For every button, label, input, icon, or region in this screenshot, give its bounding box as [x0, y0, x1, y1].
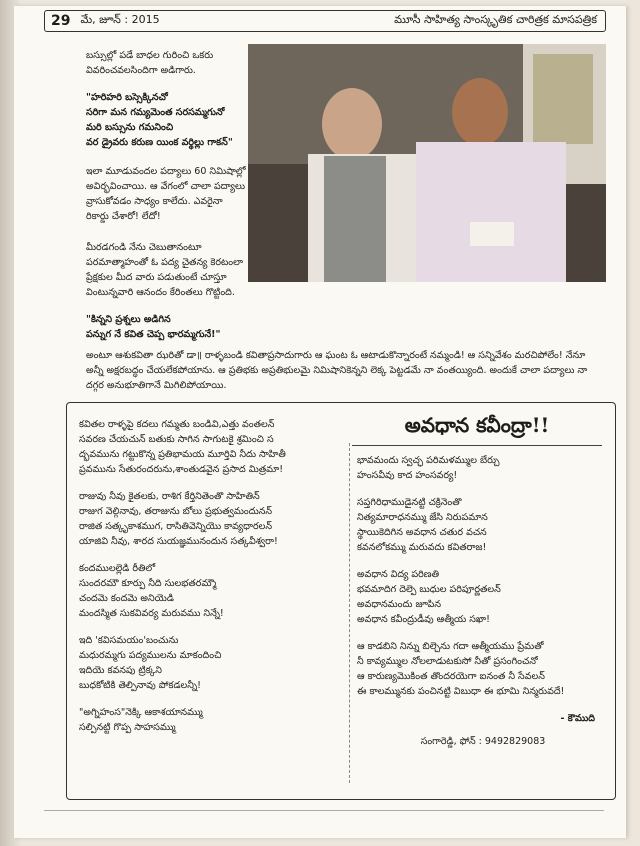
stanza [79, 417, 349, 477]
poem-line: పన్నుగ నే కవిత చెప్ప భారమ్మగునే!" [86, 329, 221, 340]
stanza [357, 495, 609, 555]
poem-line: మరి బస్సును గమనించి [86, 122, 174, 133]
stanza-line: ఇదియె కవనపు ట్రిక్కని [79, 665, 162, 676]
paragraph-three: మీరడగండి నేను చెబుతానంటూ పరమాత్మాహంతో ఓ పద్య చైతన్య కెరటంలా ప్రేక్షకుల మీద వారు పడుతుంటే చూస్తూ వింటున్నవారి ఆనందం కేరింతలు గొట్టింది. [86, 242, 244, 298]
stanza-line: చందమె కందమె అనియెడి [79, 593, 174, 604]
stanza-line: యాజివి నీవు, శారద సుయజ్ఞమునందున సత్కవీశ్వరా! [79, 536, 278, 547]
stanza-line: సల్పినట్టి గొప్ప సాహసమ్ము [79, 722, 176, 733]
stanza-line: కందములల్లెడి రీతిలో [79, 563, 156, 574]
event-photo [248, 44, 606, 282]
stanza-line: భవమాదిగ దెల్పె బుధుల పరిపూర్ణతలన్ [357, 584, 501, 595]
box-title: అవధాన కవీంద్రా!! [404, 413, 550, 437]
stanza-line: సప్తగిరిధాముడైనట్టి చక్రినెంతొ [357, 497, 462, 508]
paragraph-four: అంటూ ఆశుకవితా ఝరితో డా॥ రాళ్ళబండి కవితాప్రసాదుగారు ఆ ఘంట ఓ ఆటాడుకొన్నారంటే నమ్మండి! ఆ సన్నివేశం మరచిపోలేం! నేనూ అన్నీ అక్షరబద్ధం చేయలేకపోయాను. ఆ ప్రతిభకు అప్రతిభులమై నిమిషానికెన్నని లెక్క పెట్టడమే నా వంతయ్యింది. అందుకే చాలా పద్యాలు నా దగ్గర అనుభూతిగానే మిగిలిపోయాయి. [86, 350, 588, 391]
stanza-line: స్థాయికెదిగిన అవధాన చతుర వచన [357, 527, 487, 538]
column-divider [349, 443, 351, 783]
stanza [357, 639, 609, 699]
stanza [79, 489, 349, 549]
page-header [44, 10, 606, 32]
box-left-column [79, 417, 349, 747]
page-number: 29 [51, 13, 71, 29]
magazine-title: మూసీ సాహిత్య సాంస్కృతిక చారిత్రక మాసపత్రిక [394, 13, 597, 26]
poem-box [66, 402, 616, 800]
stanza-line: ఆ కారుణ్యమొకింత తొందరయెగా ఐనంత నీ సేవలన్ [357, 671, 545, 682]
intro-column [86, 48, 246, 230]
stanza-line: భావమందు స్వచ్ఛ పరిమళమ్ముల బేర్చు [357, 455, 500, 466]
poem-line: "హరిహరి బస్సెక్కినచో [86, 92, 168, 103]
stanza-line: అవధాన విద్య పరిణతి [357, 569, 440, 580]
poem-two [86, 312, 386, 342]
stanza-line: బుధకోటికి తెల్పినావు పోకడలన్నీ! [79, 680, 201, 691]
stanza-line: రాజిత సత్కృకాశముగ, రాసితివెన్నియొ కావ్యధారలన్ [79, 521, 273, 532]
stanza-line: "అగ్నిహంస"నెక్కి ఆకాశయానమ్ము [79, 707, 203, 718]
stanza [357, 567, 609, 627]
page-bottom-rule [44, 810, 604, 811]
stanza-line: మధురమ్మగు పద్యములను మాకందించి [79, 650, 222, 661]
stanza-line: రాజుగ వెల్గినావు, తరాజును బోలు ప్రభుత్వమందునన్ [79, 506, 273, 517]
author-signature: - కౌముది [560, 713, 595, 724]
stanza [79, 705, 349, 735]
stanza-line: అవధానమందు జూపిన [357, 599, 442, 610]
stanza-line: మందస్మిత సుకవివర్య మరువము నిన్నే! [79, 608, 224, 619]
stanza-line: ఈ కాలమ్మునకు పంచినట్టి విబుధా ఈ భూమి నిన్మరువదే! [357, 686, 565, 697]
poem-line: సరిగా మన గమ్యమెంత సరసమ్మగునో [86, 107, 225, 118]
poem-line: వర డ్రైవరు కరుణ యింక వర్థిల్లు గాకన్" [86, 137, 233, 148]
poem-one [86, 90, 246, 150]
stanza-line: ద్భవమును గట్టుకొన్న ప్రతిభామయ మూర్తివి నీదు సాహితీ [79, 449, 286, 460]
intro-paragraph: బస్సుల్లో పడే బాధల గురించి ఒకరు వివరించవలసిందిగా అడిగారు. [86, 50, 214, 76]
stanza-line: ఆ కాడబిని నిన్ను బిల్చెను గదా ఆత్మీయము ప్రేమతో [357, 641, 544, 652]
paragraph-two: ఇలా మూడువందల పద్యాలు 60 నిమిషాల్లో అవిర్భవించాయి. ఆ వేగంలో చాలా పద్యాలు వ్రాసుకోవడం సాధ్యం కాలేదు. ఎవరైనా రికార్డు చేశారో! లేదో! [86, 166, 246, 222]
stanza [79, 633, 349, 693]
stanza [79, 561, 349, 621]
stanza-line: హంసవీవు కాద హంసవర్య! [357, 470, 458, 481]
stanza-line: ఇది 'కవిసమయం'బంచును [79, 635, 179, 646]
stanza-line: సవరణ చేయచున్ బతుకు సాగిన సాగుటకై శ్రమించి స [79, 434, 274, 445]
stanza-line: ప్రవమును సేతురందరును,శాంతుడవైన ప్రసాద మిత్రమా! [79, 464, 284, 475]
event-photo-image [248, 44, 606, 282]
stanza [357, 453, 609, 483]
stanza-line: కవనలోకమ్ము మరువదు కవితరాజ! [357, 542, 487, 553]
stanza-line: సుందరమౌ కూర్పు నీది సులభతరమ్మౌ [79, 578, 217, 589]
stanza-line: రాజువు నీవు కైతలకు, రాశిగ కేర్తినితెంతొ సాహితిన్ [79, 491, 260, 502]
stanza-line: నీ కావ్యమ్ముల నోలలాడుటకుసో నీతో ప్రసంగించనో [357, 656, 538, 667]
title-divider [352, 445, 602, 446]
stanza-line: నిత్యమారాధనమ్ము జేసి నిరుపమాన [357, 512, 488, 523]
issue-date: మే, జూన్ : 2015 [80, 13, 160, 26]
stanza-line: కవితల రాళ్ళపై కదలు గమ్మతు బండివి,ఎత్తు వంతలన్ [79, 419, 275, 430]
stanza-line: అవధాన కవీంద్రుడీవు ఆత్మీయ సఖా! [357, 614, 490, 625]
poem-line: "కిన్నని ప్రశ్నలు అడిగిన [86, 314, 171, 325]
box-right-column [357, 453, 609, 749]
author-address: సంగారెడ్డి, ఫోన్ : 9492829083 [420, 736, 546, 747]
